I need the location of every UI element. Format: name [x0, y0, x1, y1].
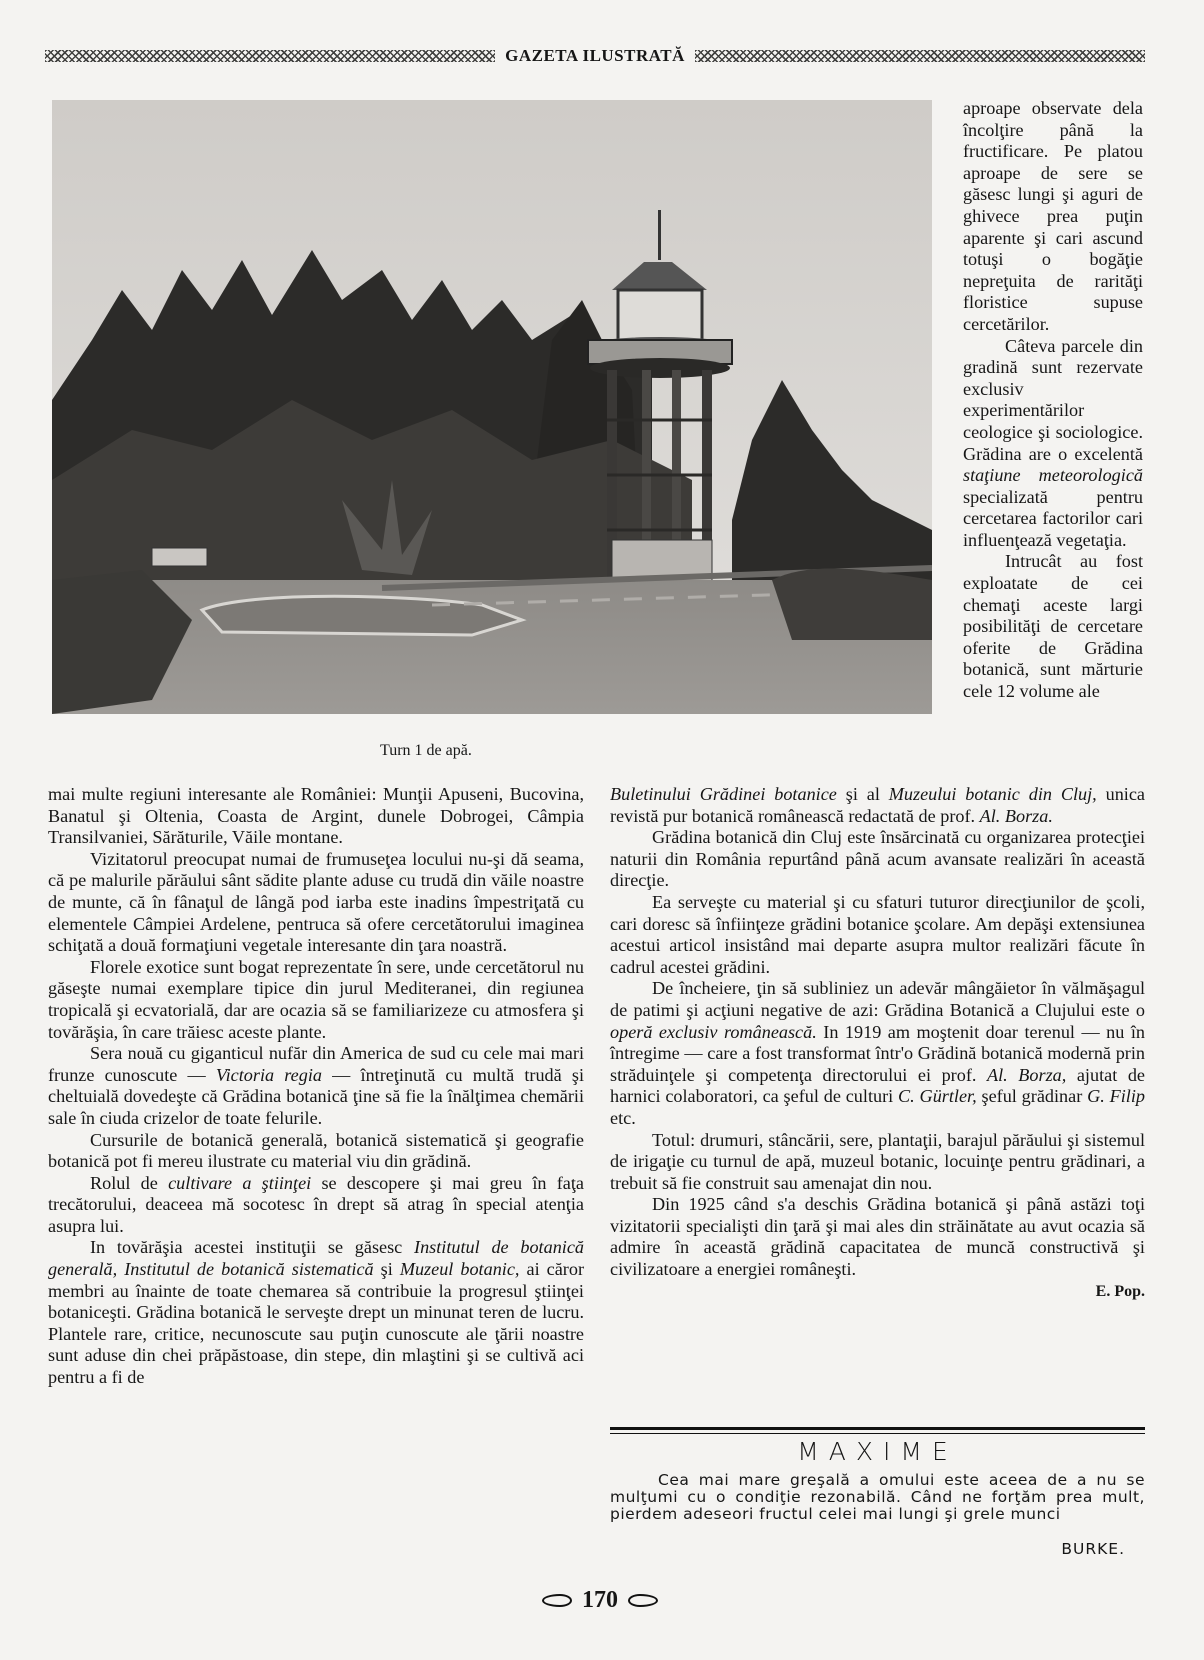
page-header — [45, 44, 1145, 68]
paragraph: Florele exotice sunt bogat reprezentate în sere, unde cercetătorul nu găseşte numai exemplare tipice din jurul Mediteranei, din regiunea tropicală şi ecvatorială, dar are ocazia să se familiarizeze cu atmosfera şi tovărăşia, în care trăiesc aceste plante. — [48, 956, 584, 1042]
paragraph: Ea serveşte cu material şi cu sfaturi tuturor direcţiunilor de şcoli, cari doresc să înfiinţeze grădini botanice şcolare. Am depăşi extensiunea acestui articol insistând mai departe asupra multor realizări făcute în cadrul acestei grădini. — [610, 891, 1145, 977]
emphasis: C. Gürtler, — [898, 1086, 977, 1107]
emphasis: Al. Borza. — [979, 805, 1053, 826]
emphasis: Muzeul botanic, — [399, 1259, 520, 1280]
paragraph: Vizitatorul preocupat numai de frumuseţea locului nu-şi dă seama, că pe malurile părăului sânt sădite plante aduse cu trudă din văile noastre de munte, că în fânaţul de lângă pod iarba este inadins împestriţată cu elementele Câmpiei Ardelene, pentruca să ofere cercetătorului imaginea schiţată a două formaţiuni vegetale interesante din ţara noastră. — [48, 848, 584, 956]
paragraph: Intrucât au fost exploatate de cei chemaţi aceste largi posibilităţi de cercetare oferite de Grădina botanică, sunt mărturie cele 12 volume ale — [963, 551, 1143, 702]
maxime-quote: Cea mai mare greşală a omului este aceea de a nu se mulţumi cu o condiţie rezonabilă. Când ne forţăm prea mult, pierdem adeseori fructul celei mai lungi şi grele munci — [610, 1471, 1145, 1523]
emphasis: Institutul de botanică generală, Institutul de botanică sistematică — [48, 1237, 585, 1280]
right-column-top — [963, 98, 1143, 703]
paragraph: Grădina botanică din Cluj este însărcinată cu organizarea protecţiei naturii din România repurtând până acum avansate realizări în această direcţie. — [610, 827, 1145, 891]
maxime-author: BURKE. — [1061, 1540, 1125, 1558]
paragraph: De încheiere, ţin să subliniez un adevăr mângăietor în vălmăşagul de patimi şi acţiuni negative de azi: Grădina Botanică a Clujului este o operă exclusiv românească. In 1919 am moştenit doar terenul — nu în întregime — care a fost transformat într'o Grădină botanică modernă prin străduinţele şi competenţa directorului ei prof. Al. Borza, ajutat de harnici colaboratori, ca şeful de culturi C. Gürtler, şeful grădinar G. Filip etc. — [610, 978, 1145, 1128]
masthead-title: GAZETA ILUSTRATĂ — [505, 46, 685, 65]
emphasis: operă exclusiv românească. — [610, 1021, 817, 1042]
paragraph: aproape observate dela încolţire până la fructificare. Pe platou aproape de sere se găsesc lungi şi aguri de ghivece prea puţin aparente şi cari ascund totuşi o bogăţie nepreţuita de rarităţi floristice supuse cercetărilor. — [963, 98, 1143, 334]
leaf-ornament-icon — [628, 1594, 658, 1607]
right-column — [610, 784, 1145, 1302]
emphasis: cultivare a ştiinţei — [168, 1172, 312, 1193]
leaf-ornament-icon — [542, 1594, 572, 1607]
section-divider-thick — [610, 1427, 1145, 1430]
paragraph: Buletinului Grădinei botanice şi al Muzeului botanic din Cluj, unica revistă pur botanică românească redactată de prof. Al. Borza. — [610, 784, 1145, 826]
ornament-border-left — [45, 50, 495, 62]
maxime-title: MAXIME — [797, 1437, 958, 1466]
author-signature: E. Pop. — [1095, 1282, 1145, 1300]
emphasis: Al. Borza, — [987, 1064, 1067, 1085]
emphasis: Muzeului botanic din Cluj, — [888, 784, 1097, 804]
paragraph: Rolul de cultivare a ştiinţei se descopere şi mai greu în faţa trecătorului, deaceea mă socotesc în drept să atrag în special atenţia asupra lui. — [48, 1172, 584, 1236]
emphasis: Buletinului Grădinei botanice — [610, 784, 837, 804]
emphasis: Victoria regia — [215, 1064, 322, 1085]
water-tower-photo — [52, 100, 932, 714]
paragraph: Câteva parcele din gradină sunt rezervate exclusiv experimentărilor ceologice şi sociologice. Grădina are o excelentă staţiune meteorologică specializată pentru cercetarea factorilor cari influenţează vegetaţia. — [963, 335, 1143, 550]
paragraph: Sera nouă cu giganticul nufăr din America de sud cu cele mai mari frunze cunoscute — Victoria regia — întreţinută cu multă trudă şi cheltuială dovedeşte că Grădina botanică ţine să fie la înălţimea chemării sale în ciuda crizelor de toate felurile. — [48, 1043, 584, 1128]
page-footer — [525, 1587, 675, 1614]
paragraph: Cursurile de botanică generală, botanică sistematică şi geografie botanică pot fi mereu ilustrate cu material viu din grădină. — [48, 1129, 584, 1172]
photo-illustration — [52, 100, 932, 714]
left-column — [48, 784, 584, 1389]
section-divider-thin — [610, 1433, 1145, 1434]
emphasis: staţiune meteorologică — [963, 465, 1143, 486]
paragraph: Totul: drumuri, stâncării, sere, plantaţii, barajul părăului şi sistemul de irigaţie cu turnul de apă, muzeul botanic, locuinţe pentru grădinari, a trebuit să fie construit sau amenajat din nou. — [610, 1129, 1145, 1193]
paragraph: In tovărăşia acestei instituţii se găsesc Institutul de botanică generală, Institutul de botanică sistematică şi Muzeul botanic, ai căror membri au înainte de toate chemarea să contribuie la progresul ştiinţei botaniceşti. Grădina botanică le serveşte drept un minunat teren de lucru. Plantele rare, critice, necunoscute sau puţin cunoscute ale ţării noastre sunt aduse din chei prăpăstoase, din stepe, din mlaştini şi se cultivă aci pentru a fi de — [48, 1237, 585, 1388]
emphasis: G. Filip — [1087, 1086, 1145, 1107]
ornament-border-right — [695, 50, 1145, 62]
paragraph: mai multe regiuni interesante ale României: Munţii Apuseni, Bucovina, Banatul şi Oltenia, Coasta de Argint, dunele Dobrogei, Câmpia Transilvaniei, Sărăturile, Văile montane. — [48, 784, 584, 848]
page-number: 170 — [582, 1587, 618, 1613]
photo-caption: Turn 1 de apă. — [380, 742, 472, 759]
paragraph: Din 1925 când s'a deschis Grădina botanică şi până astăzi toţi vizitatorii specialişti din ţară şi mai ales din străinătate au avut ocazia să admire în această grădină capacitatea de muncă constructivă şi civilizatoare a energiei româneşti. — [610, 1194, 1145, 1280]
